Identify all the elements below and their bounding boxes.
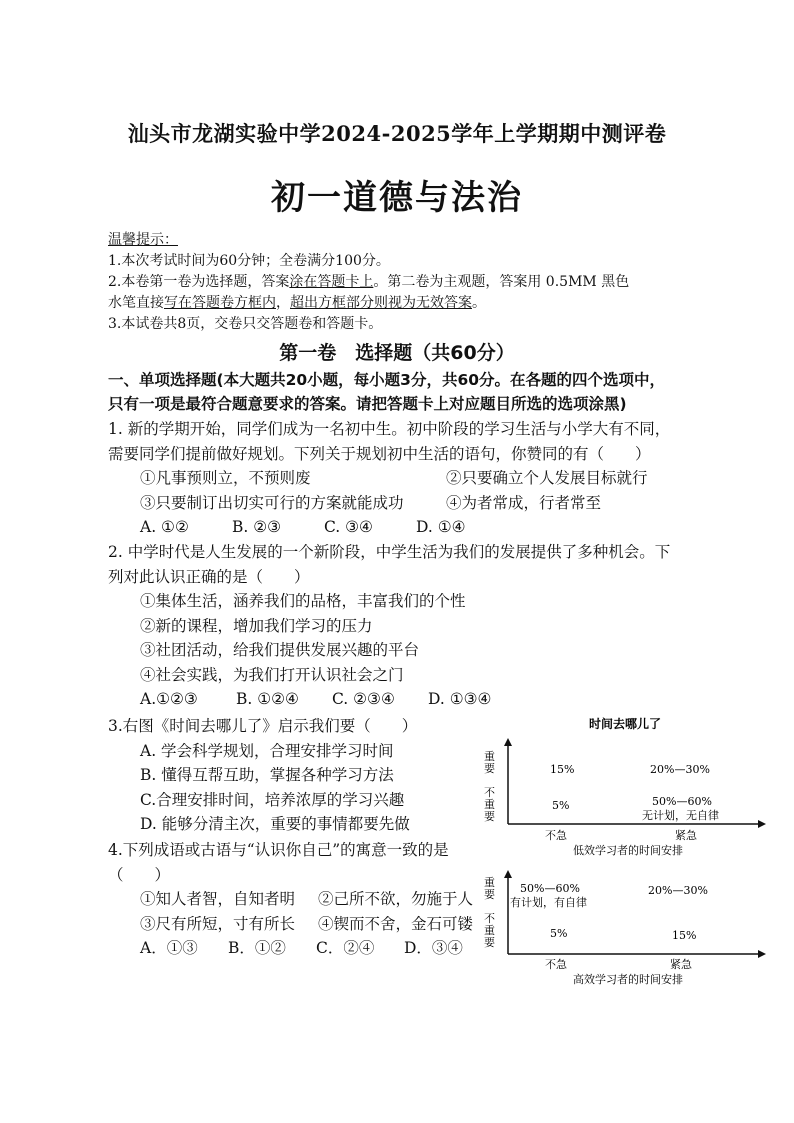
cell-important-not-urgent: 50%—60% xyxy=(520,882,580,895)
x-label-not-urgent: 不急 xyxy=(545,958,567,971)
option-a: A. ①② xyxy=(140,518,189,536)
statement-1: ①凡事预则立，不预则废 xyxy=(140,469,311,487)
question-2 xyxy=(108,540,670,712)
question-2-stem-line-2: 列对此认识正确的是（ ） xyxy=(108,567,310,586)
statement-4: ④社会实践，为我们打开认识社会之门 xyxy=(140,665,404,684)
y-label-important-char-2: 要 xyxy=(484,888,495,901)
y-axis-arrow-icon xyxy=(504,738,512,746)
question-1-stem-line-2: 需要同学们提前做好规划。下列关于规划初中生活的语句，你赞同的有（ ） xyxy=(108,444,651,463)
y-label-important-char-2: 要 xyxy=(484,762,495,775)
question-4-stem-line-1: 4.下列成语或古语与“认识你自己”的寓意一致的是 xyxy=(108,841,449,859)
x-label-urgent: 紧急 xyxy=(670,958,692,971)
x-axis-arrow-icon xyxy=(758,820,766,828)
y-label-important xyxy=(484,749,499,775)
subject-title: 初一道德与法治 xyxy=(271,178,523,218)
option-d: D. ①④ xyxy=(416,518,466,536)
option-c: C.合理安排时间，培养浓厚的学习兴趣 xyxy=(140,790,405,809)
question-1-options xyxy=(108,515,670,540)
cell-important-not-urgent: 15% xyxy=(550,763,575,776)
y-label-important-char-1: 重 xyxy=(484,750,495,763)
notice-text: 。第二卷为主观题，答案用 0.5MM 黑色 xyxy=(373,274,630,290)
option-a: A. 学会科学规划，合理安排学习时间 xyxy=(140,741,394,760)
cell-unimportant-not-urgent: 5% xyxy=(552,799,570,812)
notice-line-1: 1.本次考试时间为60分钟；全卷满分100分。 xyxy=(108,253,390,269)
y-label-unimportant-char-3: 要 xyxy=(484,810,495,823)
question-4-options xyxy=(108,936,473,961)
option-c: C. ③④ xyxy=(324,518,373,536)
cell-important-urgent: 20%—30% xyxy=(650,763,710,776)
statement-3: ③只要制订出切实可行的方案就能成功 xyxy=(140,493,404,512)
x-label-urgent: 紧急 xyxy=(675,829,697,842)
statement-2: ②己所不欲，勿施于人 xyxy=(318,890,474,908)
chart-caption: 高效学习者的时间安排 xyxy=(573,973,683,986)
instruction-line-1: 一、单项选择题(本大题共20小题，每小题3分，共60分。在各题的四个选项中， xyxy=(108,371,666,389)
option-b: B. ②③ xyxy=(232,518,282,536)
option-b: B．①② xyxy=(228,939,286,957)
y-label-unimportant xyxy=(484,912,499,949)
time-matrix-chart-low-efficiency xyxy=(470,712,770,862)
question-2-stem-line-1: 2. 中学时代是人生发展的一个新阶段，中学生活为我们的发展提供了多种机会。下 xyxy=(108,543,671,561)
y-label-unimportant-char-1: 不 xyxy=(484,912,495,925)
question-4 xyxy=(108,838,473,961)
option-c: C．②④ xyxy=(316,939,375,957)
chart-title: 时间去哪儿了 xyxy=(588,717,662,731)
question-1-statements-row-2 xyxy=(108,491,670,516)
cell-unimportant-urgent: 50%—60% xyxy=(652,795,712,808)
school-title: 汕头市龙湖实验中学2024-2025学年上学期期中测评卷 xyxy=(127,121,667,146)
question-1-statements-row-1 xyxy=(108,466,670,491)
part-1-title: 第一卷 选择题（共60分） xyxy=(279,342,515,364)
cell-important-not-urgent-note: 有计划，有自律 xyxy=(510,896,587,909)
instruction-line-2: 只有一项是最符合题意要求的答案。请把答题卡上对应题目所选的选项涂黑) xyxy=(108,395,627,413)
question-4-statements-row-2 xyxy=(108,912,473,937)
statement-1: ①集体生活，涵养我们的品格，丰富我们的个性 xyxy=(140,592,466,610)
x-label-not-urgent: 不急 xyxy=(545,829,567,842)
notice-text: ， xyxy=(276,295,290,311)
option-d: D．③④ xyxy=(404,939,463,957)
notice-emphasis: 超出方框部分则视为无效答案 xyxy=(290,295,472,311)
time-matrix-chart-high-efficiency xyxy=(470,866,770,990)
cell-important-urgent: 20%—30% xyxy=(648,884,708,897)
option-d: D. ①③④ xyxy=(428,690,492,708)
statement-3: ③社团活动，给我们提供发展兴趣的平台 xyxy=(140,641,420,659)
statement-2: ②只要确立个人发展目标就行 xyxy=(446,469,648,487)
section-instructions xyxy=(108,368,698,416)
statement-3: ③尺有所短，寸有所长 xyxy=(140,914,296,933)
x-axis-arrow-icon xyxy=(758,950,766,958)
question-3 xyxy=(108,714,417,837)
option-d: D. 能够分清主次，重要的事情都要先做 xyxy=(140,815,410,833)
statement-4: ④锲而不舍，金石可镂 xyxy=(318,914,474,933)
notice-line-2 xyxy=(108,272,698,293)
notice-emphasis: 涂在答题卡上 xyxy=(289,274,374,290)
y-label-unimportant-char-3: 要 xyxy=(484,936,495,949)
notice-text: 水笔直接 xyxy=(108,295,164,311)
notice-box xyxy=(108,230,698,335)
question-1 xyxy=(108,417,670,540)
question-2-options xyxy=(108,687,670,712)
option-b: B. 懂得互帮互助，掌握各种学习方法 xyxy=(140,766,394,784)
y-label-important-char-1: 重 xyxy=(484,876,495,889)
y-label-unimportant xyxy=(484,786,499,823)
question-4-statements-row-1 xyxy=(108,887,473,912)
statement-1: ①知人者智，自知者明 xyxy=(140,890,296,908)
notice-line-3 xyxy=(108,293,698,314)
option-a: A.①②③ xyxy=(140,690,198,708)
option-c: C. ②③④ xyxy=(332,690,395,708)
notice-emphasis: 写在答题卷方框内 xyxy=(164,295,276,311)
cell-unimportant-urgent: 15% xyxy=(672,929,697,942)
y-label-unimportant-char-2: 重 xyxy=(484,924,495,937)
question-4-stem-line-2: （ ） xyxy=(108,865,171,884)
y-label-unimportant-char-1: 不 xyxy=(484,786,495,799)
y-label-important xyxy=(484,875,499,901)
question-1-stem-line-1: 1. 新的学期开始，同学们成为一名初中生。初中阶段的学习生活与小学大有不同， xyxy=(108,420,671,438)
question-3-stem: 3.右图《时间去哪儿了》启示我们要（ ） xyxy=(108,717,418,735)
statement-4: ④为者常成，行者常至 xyxy=(446,493,602,512)
notice-text: 2.本卷第一卷为选择题，答案 xyxy=(108,274,290,290)
chart-caption: 低效学习者的时间安排 xyxy=(573,844,683,857)
notice-heading: 温馨提示： xyxy=(108,232,178,248)
option-a: A．①③ xyxy=(140,939,198,957)
option-b: B. ①②④ xyxy=(236,690,299,708)
notice-text: 。 xyxy=(472,295,486,311)
y-axis-arrow-icon xyxy=(504,870,512,878)
y-label-unimportant-char-2: 重 xyxy=(484,798,495,811)
cell-unimportant-urgent-note: 无计划，无自律 xyxy=(642,809,719,822)
notice-line-4: 3.本试卷共8页，交卷只交答题卷和答题卡。 xyxy=(108,316,383,332)
statement-2: ②新的课程，增加我们学习的压力 xyxy=(140,616,373,635)
cell-unimportant-not-urgent: 5% xyxy=(550,927,568,940)
